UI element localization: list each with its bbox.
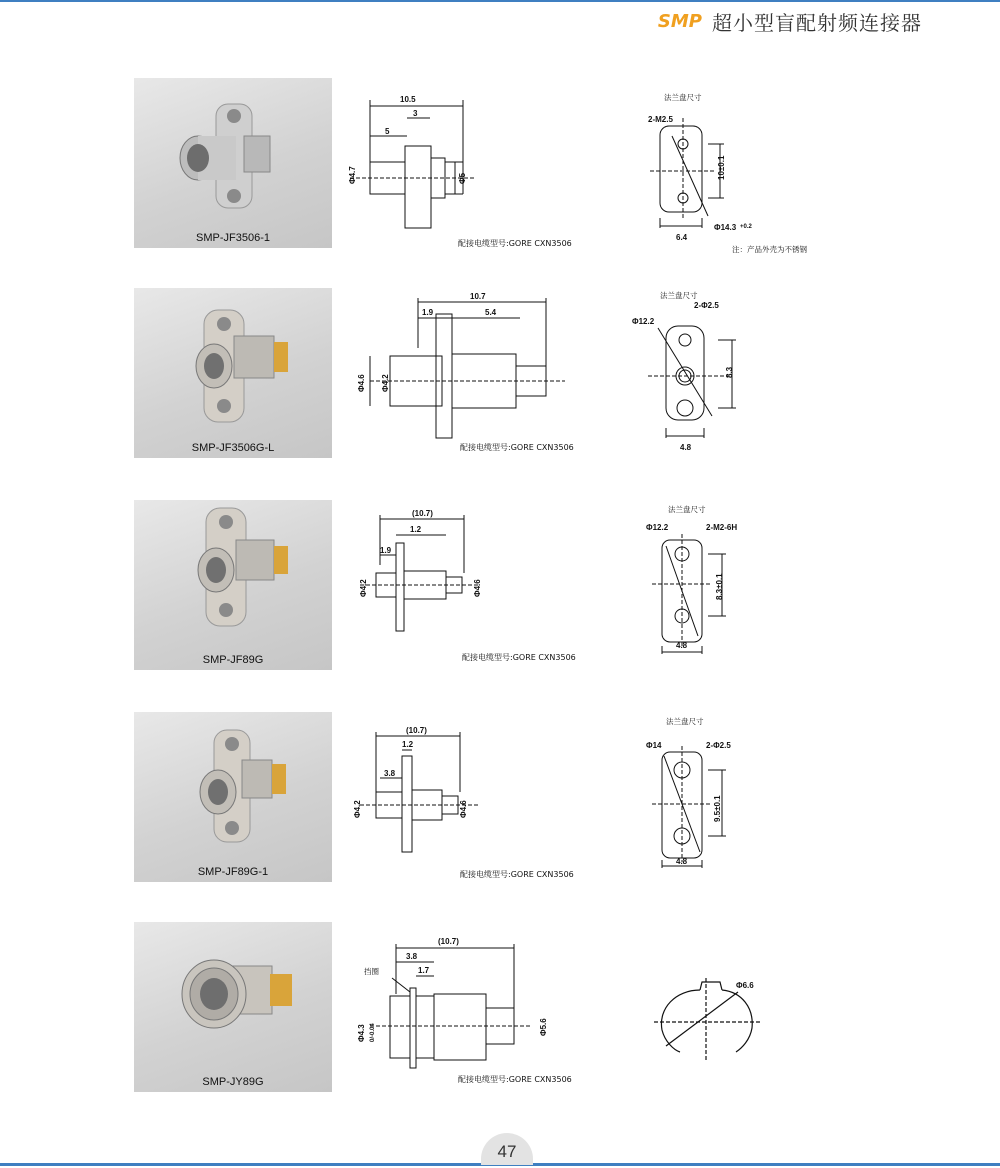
product-model: SMP-JF3506-1 [196, 232, 270, 244]
flange-spacing: 9.5±0.1 [713, 795, 722, 822]
product-model: SMP-JF3506G-L [191, 442, 275, 454]
flange-outer: Φ14 [646, 741, 662, 750]
flange-holes: 2-M2-6H [706, 523, 738, 532]
cable-spec: 配接电缆型号:GORE CXN3506 [462, 653, 576, 662]
flange-holes: 2-Φ2.5 [694, 301, 719, 310]
connector-illustration [134, 500, 332, 670]
flange-spacing: 8.3±0.1 [715, 573, 724, 600]
dim-dia-left: Φ4.7 [348, 166, 357, 184]
flange-drawing [628, 500, 858, 670]
top-rule [0, 0, 1000, 2]
dim-dia-left: Φ4.3 [357, 1024, 366, 1042]
dim-dia-inner: Φ4.2 [381, 374, 390, 392]
dim-overall: 10.5 [400, 95, 416, 104]
product-row [0, 500, 1000, 675]
dim-dia-left-tol: 0/-0.04 [370, 1023, 376, 1042]
product-photo [134, 500, 332, 670]
flange-holes: 2-M2.5 [648, 115, 673, 124]
ring-label: 挡圈 [364, 967, 379, 976]
page-title: 超小型盲配射频连接器 [712, 10, 922, 35]
connector-illustration [134, 712, 332, 882]
dim-overall: (10.7) [412, 509, 433, 518]
dim-front: 5 [385, 127, 390, 136]
dim-dia-left: Φ4.2 [359, 579, 368, 597]
dim-dia-right: Φ4.6 [473, 579, 482, 597]
side-dimension-drawing [350, 722, 610, 892]
connector-illustration [134, 78, 332, 248]
page-number-tab [481, 1133, 533, 1165]
product-model: SMP-JF89G [202, 654, 264, 666]
product-photo [134, 712, 332, 882]
flange-title: 法兰盘尺寸 [660, 291, 698, 300]
flange-title: 法兰盘尺寸 [666, 717, 704, 726]
flange-holes: 2-Φ2.5 [706, 741, 731, 750]
dim-overall: (10.7) [438, 937, 459, 946]
product-photo [134, 922, 332, 1092]
flange-title: 法兰盘尺寸 [664, 93, 702, 102]
dim-dia-right: Φ5 [458, 172, 467, 184]
dim-overall: 10.7 [470, 292, 486, 301]
dim-dia-right: Φ5.6 [539, 1018, 548, 1036]
product-row [0, 288, 1000, 463]
product-model: SMP-JF89G-1 [197, 866, 269, 878]
flange-width: 6.4 [676, 233, 688, 242]
cable-spec: 配接电缆型号:GORE CXN3506 [460, 443, 574, 452]
page-header [658, 8, 922, 34]
flange-drawing [628, 712, 858, 882]
ring-outer: Φ6.6 [736, 981, 754, 990]
flange-outer: Φ12.2 [632, 317, 655, 326]
connector-illustration [134, 288, 332, 458]
dim-dia-left: Φ4.2 [353, 800, 362, 818]
side-dimension-drawing [350, 505, 610, 675]
dim-a: 3.8 [406, 952, 418, 961]
flange-spacing: 8.3 [725, 366, 734, 378]
flange-outer-tol: +0.2 [740, 224, 752, 230]
product-photo [134, 78, 332, 248]
connector-illustration [134, 922, 332, 1092]
dim-b: 5.4 [485, 308, 497, 317]
page-number: 47 [497, 1142, 517, 1161]
flange-drawing [628, 288, 858, 458]
dim-a: 1.2 [410, 525, 422, 534]
side-dimension-drawing [350, 288, 610, 463]
cable-spec: 配接电缆型号:GORE CXN3506 [460, 870, 574, 879]
dim-overall: (10.7) [406, 726, 427, 735]
product-model: SMP-JY89G [202, 1076, 264, 1088]
material-note: 注：产品外壳为不锈钢 [732, 245, 807, 254]
dim-a: 1.9 [422, 308, 434, 317]
product-photo [134, 288, 332, 458]
product-row [0, 712, 1000, 887]
dim-b: 1.7 [418, 966, 430, 975]
cable-spec: 配接电缆型号:GORE CXN3506 [458, 1075, 572, 1084]
cable-spec: 配接电缆型号:GORE CXN3506 [458, 239, 572, 248]
product-row [0, 78, 1000, 258]
dim-dia-right: Φ4.6 [459, 800, 468, 818]
flange-width: 4.8 [680, 443, 692, 452]
flange-outer: Φ14.3 [714, 223, 737, 232]
dim-flange: 3 [413, 109, 418, 118]
flange-width: 4.8 [676, 857, 688, 866]
dim-dia-outer: Φ4.6 [357, 374, 366, 392]
dim-b: 1.9 [380, 546, 392, 555]
dim-a: 1.2 [402, 740, 414, 749]
dim-b: 3.8 [384, 769, 396, 778]
side-dimension-drawing [345, 78, 605, 258]
brand-label: SMP [657, 10, 702, 32]
flange-spacing: 10±0.1 [717, 155, 726, 180]
flange-width: 4.8 [676, 641, 688, 650]
flange-title: 法兰盘尺寸 [668, 505, 706, 514]
flange-outer: Φ12.2 [646, 523, 669, 532]
product-row [0, 922, 1000, 1097]
flange-drawing [628, 88, 858, 258]
retaining-ring-drawing [640, 962, 780, 1072]
